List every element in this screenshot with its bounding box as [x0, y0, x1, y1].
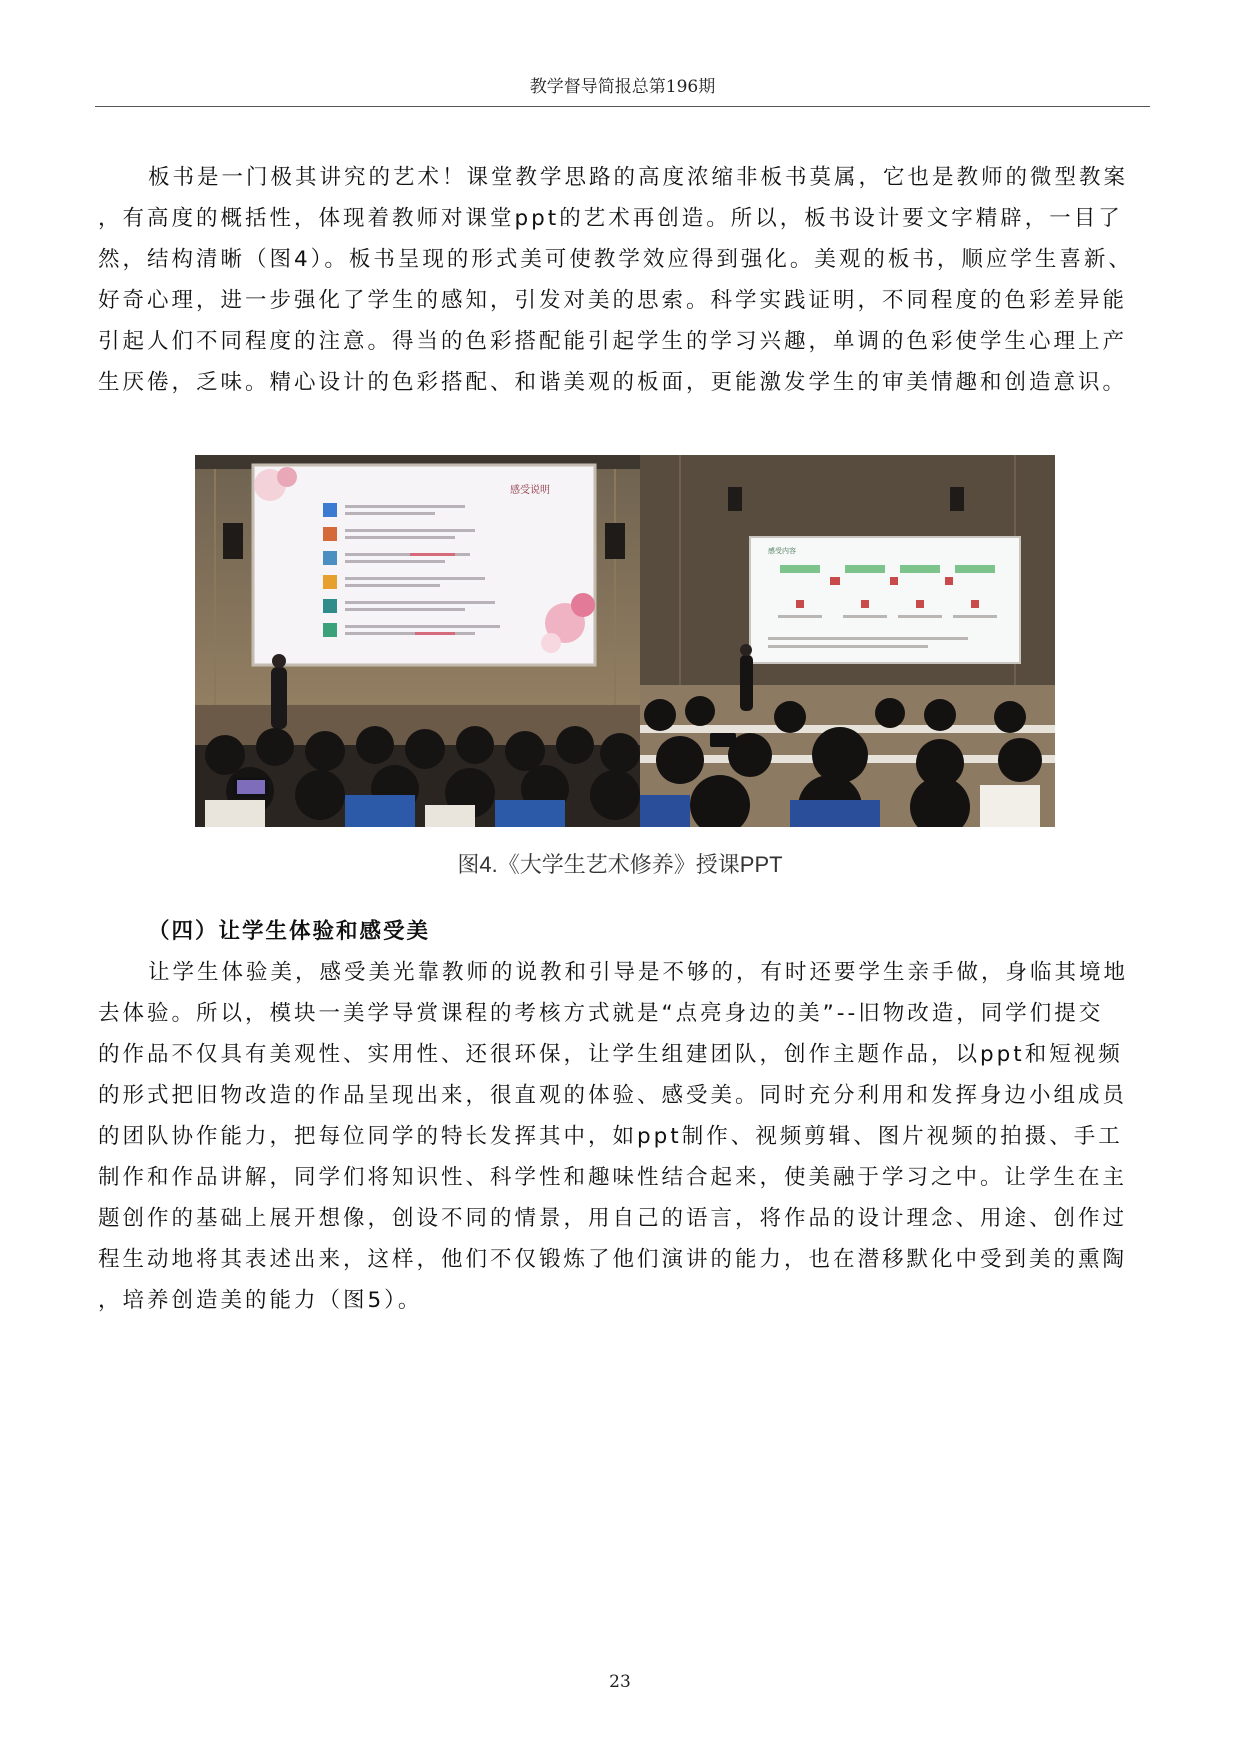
- figure-caption: 图4.《大学生艺术修养》授课PPT: [457, 852, 783, 877]
- paragraph-2-line: 题创作的基础上展开想像，创设不同的情景，用自己的语言，将作品的设计理念、用途、创作过: [98, 1206, 1128, 1231]
- paragraph-1-line: 板书是一门极其讲究的艺术！课堂教学思路的高度浓缩非板书莫属，它也是教师的微型教案: [148, 165, 1129, 190]
- running-header: 教学督导简报总第196期: [529, 77, 716, 97]
- paragraph-2-line: 程生动地将其表述出来，这样，他们不仅锻炼了他们演讲的能力，也在潜移默化中受到美的熏陶: [98, 1247, 1128, 1272]
- header-rule: [95, 106, 1150, 107]
- paragraph-1-line: 引起人们不同程度的注意。得当的色彩搭配能引起学生的学习兴趣，单调的色彩使学生心理上产: [98, 329, 1128, 354]
- paragraph-2-line: 的作品不仅具有美观性、实用性、还很环保，让学生组建团队，创作主题作品，以ppt和短视频: [98, 1042, 1123, 1067]
- paragraph-2-line: 让学生体验美，感受美光靠教师的说教和引导是不够的，有时还要学生亲手做，身临其境地: [148, 960, 1129, 985]
- slide-title-right: 感受内容: [768, 547, 796, 555]
- paragraph-2-line: 制作和作品讲解，同学们将知识性、科学性和趣味性结合起来，使美融于学习之中。让学生在主: [98, 1165, 1128, 1190]
- paragraph-2: [98, 952, 1158, 1321]
- paragraph-2-line: 的形式把旧物改造的作品呈现出来，很直观的体验、感受美。同时充分利用和发挥身边小组成员: [98, 1083, 1128, 1108]
- figure-4: [195, 455, 1055, 827]
- paragraph-1-line: 然，结构清晰（图4）。板书呈现的形式美可使教学效应得到强化。美观的板书，顺应学生喜新、: [98, 247, 1133, 272]
- section-heading: （四）让学生体验和感受美: [148, 919, 431, 944]
- paragraph-1-line: 好奇心理，进一步强化了学生的感知，引发对美的思索。科学实践证明，不同程度的色彩差异能: [98, 288, 1128, 313]
- paragraph-1-line: 生厌倦，乏味。精心设计的色彩搭配、和谐美观的板面，更能激发学生的审美情趣和创造意识。: [98, 370, 1128, 395]
- paragraph-2-line: ，培养创造美的能力（图5）。: [98, 1288, 423, 1313]
- paragraph-2-line: 去体验。所以，模块一美学导赏课程的考核方式就是“点亮身边的美”--旧物改造，同学们提交: [98, 1001, 1104, 1026]
- classroom-photo-right: [640, 455, 1055, 827]
- paragraph-2-line: 的团队协作能力，把每位同学的特长发挥其中，如ppt制作、视频剪辑、图片视频的拍摄、手工: [98, 1124, 1123, 1149]
- paragraph-1-line: ，有高度的概括性，体现着教师对课堂ppt的艺术再创造。所以，板书设计要文字精辟，一目了: [98, 206, 1123, 231]
- classroom-photo-left: [195, 455, 640, 827]
- page-number: 23: [609, 1672, 631, 1692]
- slide-title-left: 感受说明: [510, 485, 550, 496]
- paragraph-1: [98, 157, 1158, 403]
